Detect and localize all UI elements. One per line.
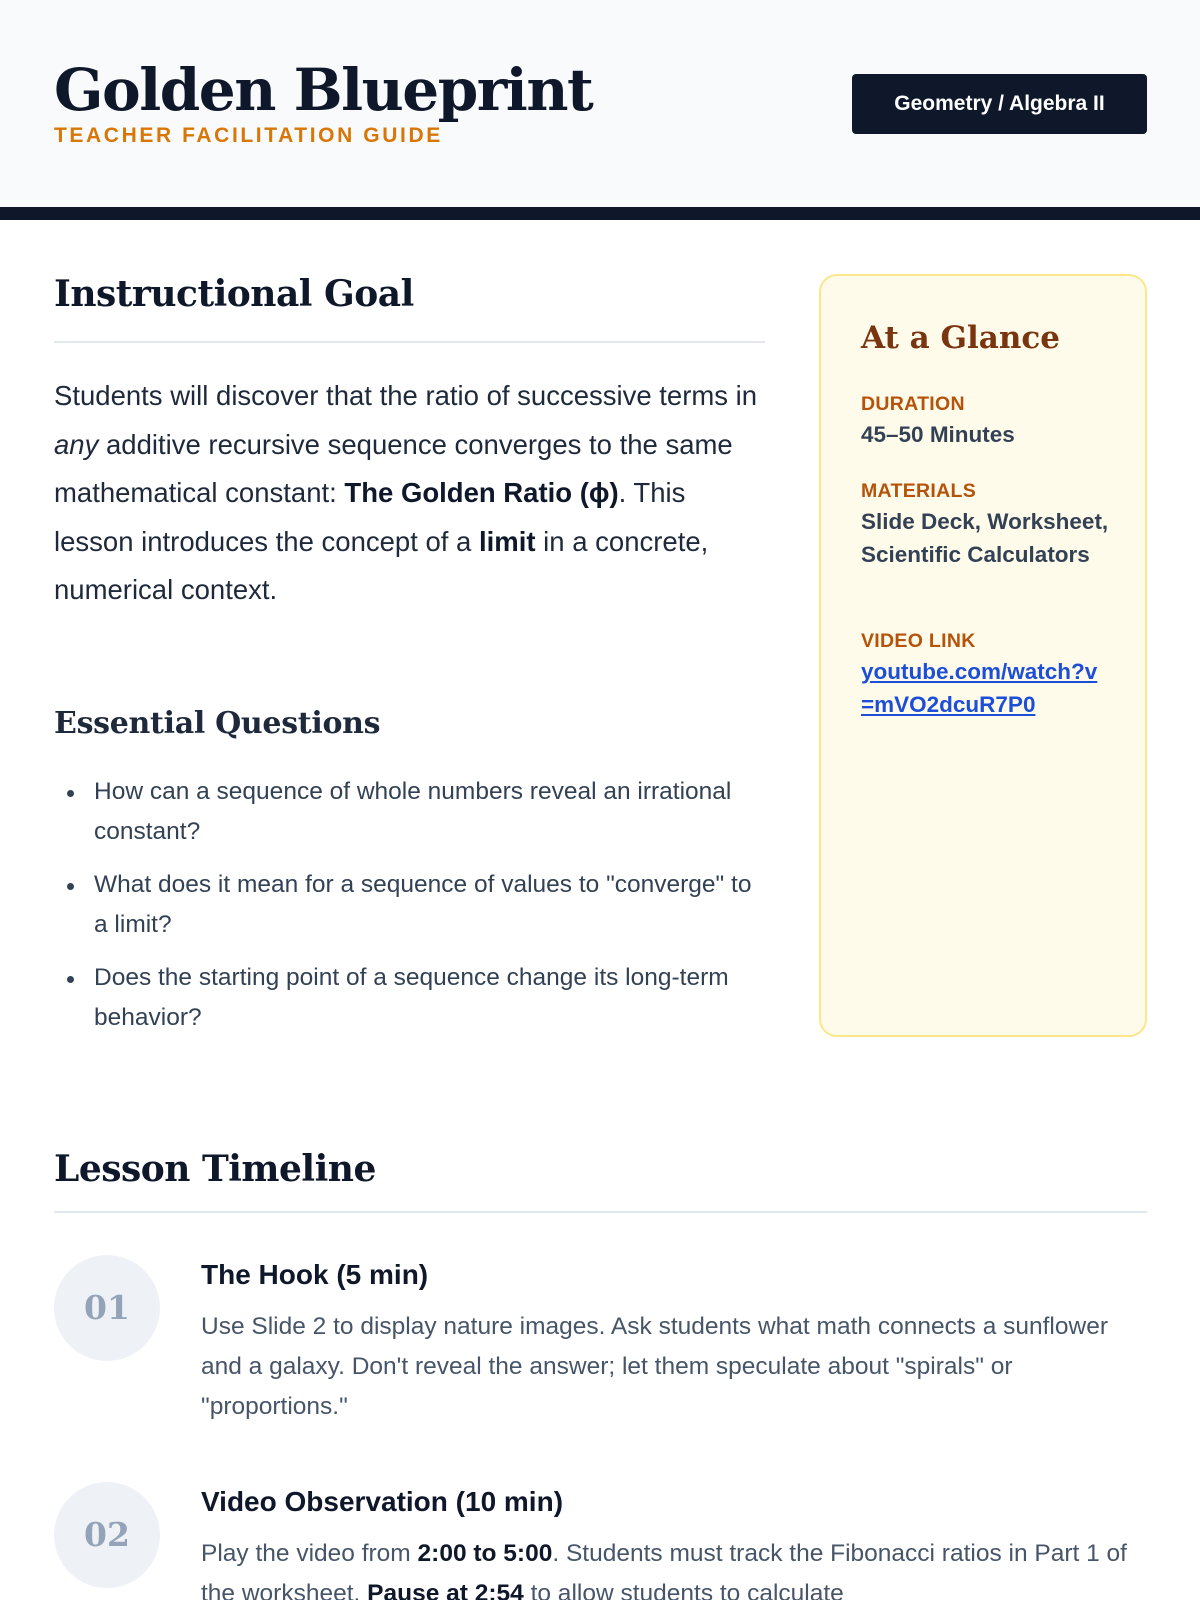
essential-questions-heading: Essential Questions <box>54 706 381 741</box>
step-title: The Hook (5 min) <box>201 1259 429 1290</box>
page-header <box>0 0 1200 207</box>
list-item: Does the starting point of a sequence change its long-term behavior? <box>54 958 754 1038</box>
video-link-label: VIDEO LINK <box>861 630 976 652</box>
video-link[interactable]: youtube.com/watch?v=mVO2dcuR7P0 <box>861 659 1098 717</box>
duration-label: DURATION <box>861 393 965 415</box>
page-subtitle: TEACHER FACILITATION GUIDE <box>54 124 443 147</box>
step-description: Play the video from 2:00 to 5:00. Students must track the Fibonacci ratios in Part 1 of the worksheet. Pause at 2:54 to allow students to calculate <box>201 1540 1127 1600</box>
subject-badge: Geometry / Algebra II <box>852 74 1147 134</box>
step-number: 02 <box>54 1482 160 1588</box>
duration-value: 45–50 Minutes <box>861 422 1015 447</box>
page-title: Golden Blueprint <box>54 56 593 124</box>
goal-divider <box>54 341 765 343</box>
step-number: 01 <box>54 1255 160 1361</box>
timeline-step <box>54 1482 1148 1600</box>
at-a-glance-card <box>819 274 1147 1037</box>
materials-label: MATERIALS <box>861 480 976 502</box>
materials-value: Slide Deck, Worksheet, Scientific Calculators <box>861 509 1109 567</box>
timeline-heading: Lesson Timeline <box>54 1148 376 1190</box>
video-link-wrapper <box>861 655 1106 721</box>
goal-heading: Instructional Goal <box>54 273 414 315</box>
list-item: What does it mean for a sequence of values to "converge" to a limit? <box>54 865 754 945</box>
timeline-divider <box>54 1211 1147 1213</box>
glance-title: At a Glance <box>861 320 1060 356</box>
timeline-step <box>54 1255 1148 1455</box>
goal-paragraph: Students will discover that the ratio of successive terms in any additive recursive sequence converges to the same mathematical constant: The Golden Ratio (ϕ). This lesson introduces the concept of a limit in a concrete, numerical context. <box>54 380 758 606</box>
list-item: How can a sequence of whole numbers reveal an irrational constant? <box>54 772 754 852</box>
step-title: Video Observation (10 min) <box>201 1486 564 1517</box>
essential-questions-list <box>54 772 754 1051</box>
step-description: Use Slide 2 to display nature images. Ask students what math connects a sunflower and a galaxy. Don't reveal the answer; let them speculate about "spirals" or "proportions." <box>201 1313 1108 1420</box>
header-divider <box>0 207 1200 220</box>
